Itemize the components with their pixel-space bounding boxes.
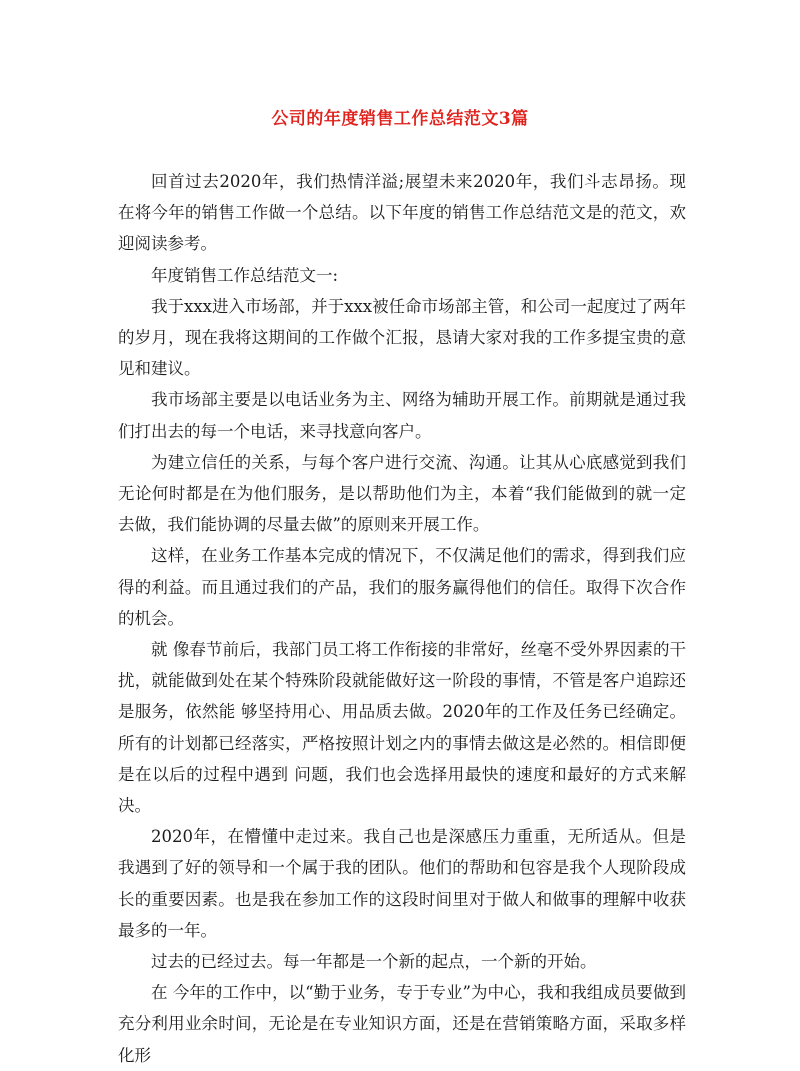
paragraph: 为建立信任的关系，与每个客户进行交流、沟通。让其从心底感觉到我们无论何时都是在为他们服务，是以帮助他们为主，本着“我们能做到的就一定去做，我们能协调的尽量去做”的原则来开展工作。 [118, 452, 686, 535]
paragraph: 在 今年的工作中，以“勤于业务，专于专业”为中心，我和我组成员要做到充分利用业余时间，无论是在专业知识方面，还是在营销策略方面，采取多样化形 [118, 983, 686, 1065]
paragraph: 就 像春节前后，我部门员工将工作衔接的非常好，丝毫不受外界因素的干扰，就能做到处在某个特殊阶段就能做好这一阶段的事情，不管是客户追踪还是服务，依然能 够坚持用心、用品质去做。2020年的工作及任务已经确定。所有的计划都已经落实，严格按照计划之内的事情去做这是必然的。相信即便是在以后的过程中遇到 问题，我们也会选择用最快的速度和最好的方式来解决。 [118, 640, 686, 816]
paragraph: 2020年，在懵懂中走过来。我自己也是深感压力重重，无所适从。但是我遇到了好的领导和一个属于我的团队。他们的帮助和包容是我个人现阶段成长的重要因素。也是我在参加工作的这段时间里对于做人和做事的理解中收获最多的一年。 [118, 827, 686, 940]
document-title: 公司的年度销售工作总结范文3篇 [271, 109, 529, 129]
paragraph: 我于xxx进入市场部，并于xxx被任命市场部主管，和公司一起度过了两年的岁月，现在我将这期间的工作做个汇报，恳请大家对我的工作多提宝贵的意见和建议。 [118, 296, 686, 379]
paragraph: 过去的已经过去。每一年都是一个新的起点，一个新的开始。 [151, 952, 597, 972]
paragraph-section-heading: 年度销售工作总结范文一: [151, 265, 339, 285]
paragraph-intro: 回首过去2020年，我们热情洋溢;展望未来2020年，我们斗志昂扬。现在将今年的销售工作做一个总结。以下年度的销售工作总结范文是的范文，欢迎阅读参考。 [118, 172, 686, 254]
document-body [118, 166, 686, 1071]
paragraph: 我市场部主要是以电话业务为主、网络为辅助开展工作。前期就是通过我们打出去的每一个电话，来寻找意向客户。 [118, 390, 686, 441]
paragraph: 这样，在业务工作基本完成的情况下，不仅满足他们的需求，得到我们应得的利益。而且通过我们的产品，我们的服务赢得他们的信任。取得下次合作的机会。 [118, 546, 686, 628]
